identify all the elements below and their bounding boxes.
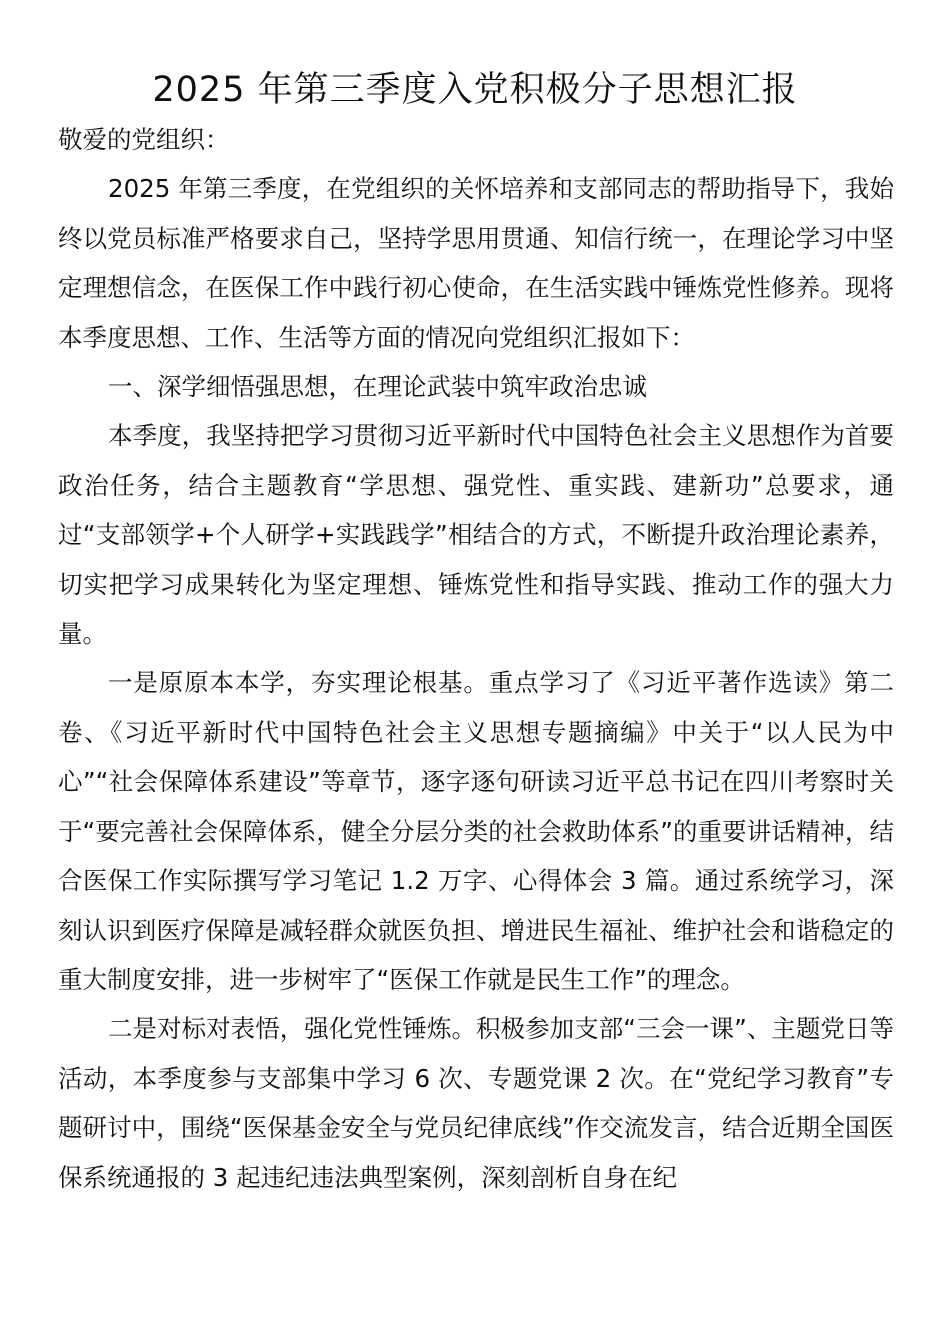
paragraph-section-1: 本季度，我坚持把学习贯彻习近平新时代中国特色社会主义思想作为首要政治任务，结合主题教育“学思想、强党性、重实践、建新功”总要求，通过“支部领学+个人研学+实践践学”相结合的方式，不断提升政治理论素养，切实把学习成果转化为坚定理想、锤炼党性和指导实践、推动工作的强大力量。 (58, 421, 894, 649)
section-heading-1: 一、深学细悟强思想，在理论武装中筑牢政治忠诚 (108, 372, 647, 402)
salutation: 敬爱的党组织： (58, 125, 230, 154)
paragraph-intro: 2025 年第三季度，在党组织的关怀培养和支部同志的帮助指导下，我始终以党员标准严格要求自己，坚持学思用贯通、知信行统一，在理论学习中坚定理想信念，在医保工作中践行初心使命，在生活实践中锤炼党性修养。现将本季度思想、工作、生活等方面的情况向党组织汇报如下： (58, 174, 894, 352)
paragraph-point-1: 一是原原本本学，夯实理论根基。重点学习了《习近平著作选读》第二卷、《习近平新时代中国特色社会主义思想专题摘编》中关于“以人民为中心”“社会保障体系建设”等章节，逐字逐句研读习近平总书记在四川考察时关于“要完善社会保障体系，健全分层分类的社会救助体系”的重要讲话精神，结合医保工作实际撰写学习笔记 1.2 万字、心得体会 3 篇。通过系统学习，深刻认识到医疗保障是减轻群众就医负担、增进民生福祉、维护社会和谐稳定的重大制度安排，进一步树牢了“医保工作就是民生工作”的理念。 (58, 668, 894, 994)
paragraph-point-2: 二是对标对表悟，强化党性锤炼。积极参加支部“三会一课”、主题党日等活动，本季度参与支部集中学习 6 次、专题党课 2 次。在“党纪学习教育”专题研讨中，围绕“医保基金安全与党员纪律底线”作交流发言，结合近期全国医保系统通报的 3 起违纪违法典型案例，深刻剖析自身在纪 (58, 1014, 894, 1192)
document-body (58, 115, 894, 1202)
document-title: 2025 年第三季度入党积极分子思想汇报 (152, 70, 798, 110)
